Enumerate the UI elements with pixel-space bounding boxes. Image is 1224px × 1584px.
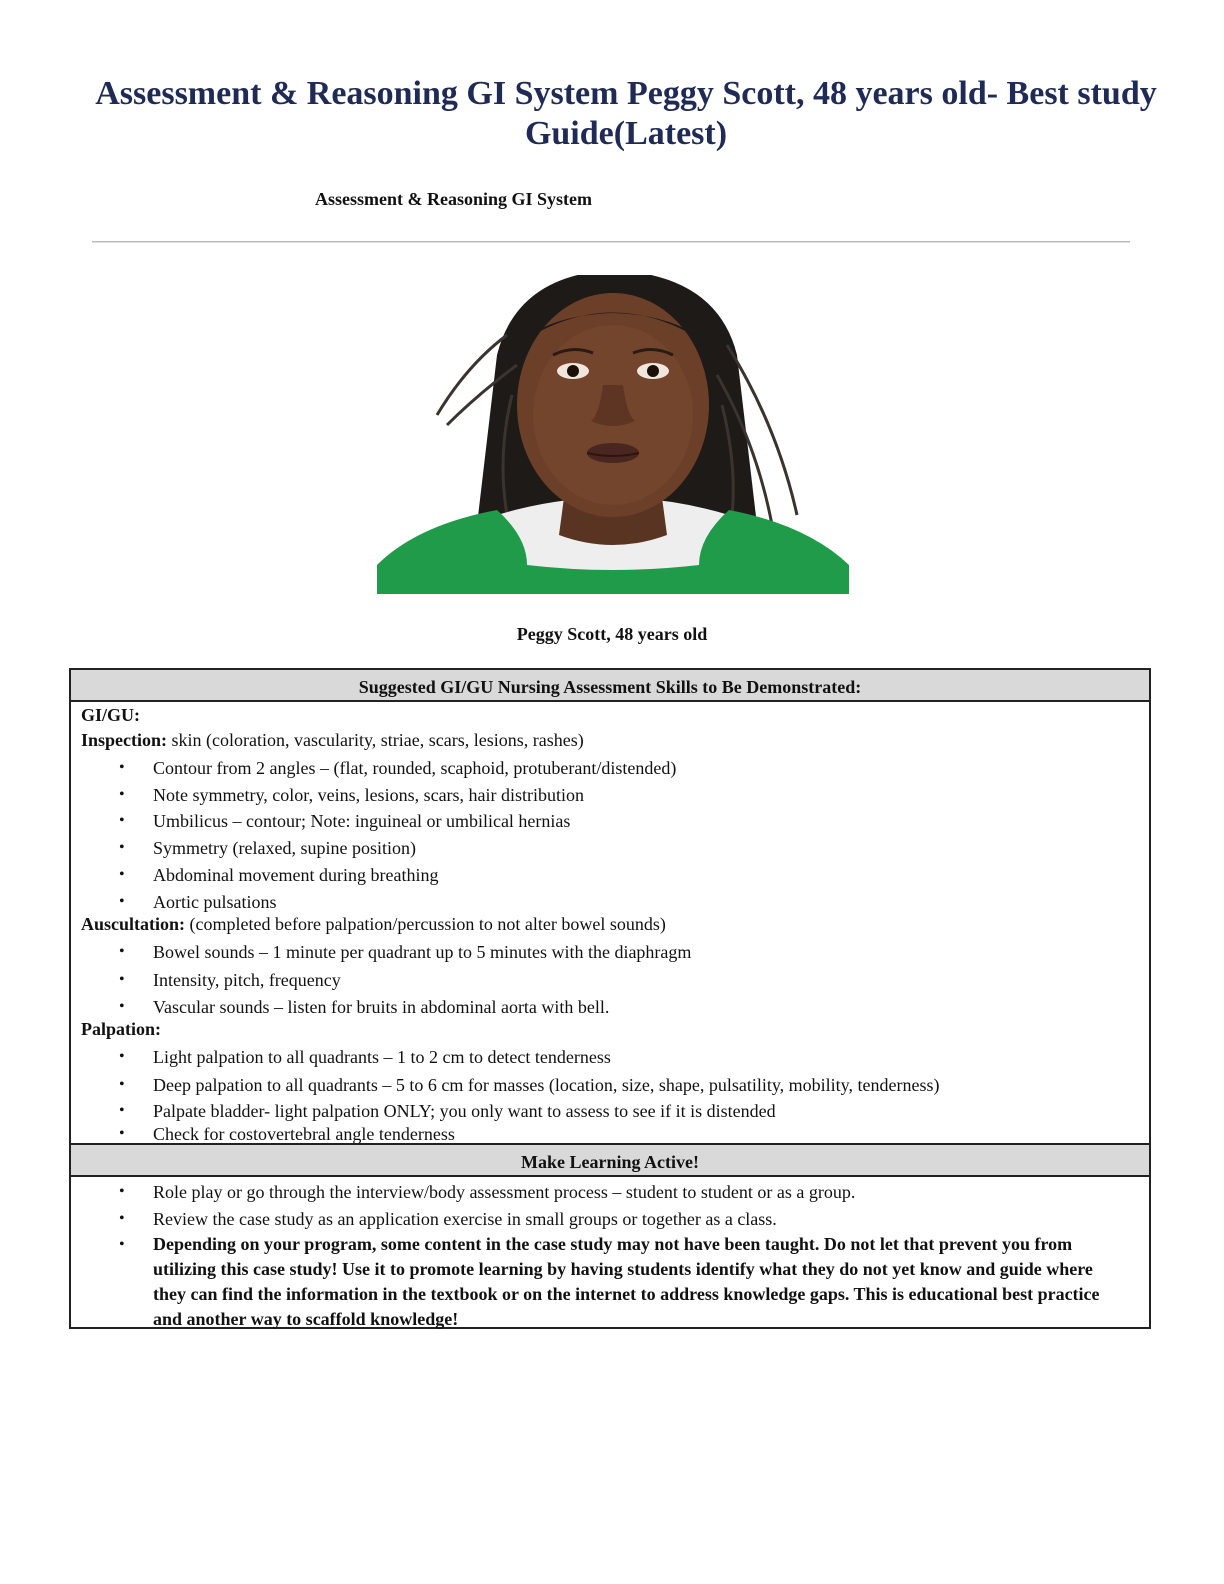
list-item: Light palpation to all quadrants – 1 to 2 cm to detect tenderness (153, 1047, 611, 1067)
list-item: Check for costovertebral angle tenderness (153, 1124, 455, 1144)
photo-caption: Peggy Scott, 48 years old (516, 624, 708, 644)
gigu-label: GI/GU: (81, 705, 141, 725)
list-item: Deep palpation to all quadrants – 5 to 6 cm for masses (location, size, shape, pulsatility, mobility, tenderness) (153, 1075, 940, 1095)
skills-box-heading: Suggested GI/GU Nursing Assessment Skills to Be Demonstrated: (71, 670, 1149, 702)
bullet-glyph: • (119, 839, 125, 856)
list-item: Aortic pulsations (153, 892, 277, 912)
list-item: Role play or go through the interview/body assessment process – student to student or as a group. (153, 1182, 856, 1202)
bullet-glyph: • (119, 998, 125, 1015)
auscultation-label: Auscultation: (81, 914, 186, 934)
bullet-glyph: • (119, 759, 125, 776)
list-item: Symmetry (relaxed, supine position) (153, 838, 416, 858)
bold-note-item: Depending on your program, some content in the case study may not have been taught. Do not let that prevent you from utilizing this case study! Use it to promote learning by having students identify what they do not yet know and guide where they can find the information in the textbook or on the internet to address knowledge gaps. This is educational best practice and another way to scaffold knowledge! (153, 1234, 1100, 1329)
horizontal-rule (92, 241, 1130, 243)
bullet-glyph: • (119, 1210, 125, 1227)
bullet-glyph: • (119, 943, 125, 960)
bullet-glyph: • (119, 1125, 125, 1142)
auscultation-line (81, 913, 666, 935)
assessment-skills-box (69, 668, 1151, 1145)
bullet-glyph: • (119, 812, 125, 829)
palpation-label: Palpation: (81, 1019, 162, 1039)
document-title: Assessment & Reasoning GI System Peggy Scott, 48 years old- Best study Guide(Latest) (95, 75, 1157, 152)
list-item: Palpate bladder- light palpation ONLY; you only want to assess to see if it is distended (153, 1101, 776, 1121)
bullet-glyph: • (119, 1048, 125, 1065)
inspection-line (81, 729, 584, 751)
bullet-glyph: • (119, 1183, 125, 1200)
list-item: Umbilicus – contour; Note: inguineal or umbilical hernias (153, 811, 571, 831)
list-item: Vascular sounds – listen for bruits in abdominal aorta with bell. (153, 997, 610, 1017)
list-item: Abdominal movement during breathing (153, 865, 439, 885)
list-item: Contour from 2 angles – (flat, rounded, scaphoid, protuberant/distended) (153, 758, 677, 778)
list-item: Review the case study as an application exercise in small groups or together as a class. (153, 1209, 777, 1229)
bullet-glyph: • (119, 786, 125, 803)
bullet-glyph: • (119, 1236, 125, 1253)
bullet-glyph: • (119, 1102, 125, 1119)
document-subtitle: Assessment & Reasoning GI System (315, 189, 593, 209)
bullet-glyph: • (119, 1076, 125, 1093)
bullet-glyph: • (119, 971, 125, 988)
patient-photo (377, 275, 849, 594)
list-item: Bowel sounds – 1 minute per quadrant up to 5 minutes with the diaphragm (153, 942, 692, 962)
bullet-glyph: • (119, 893, 125, 910)
auscultation-text: (completed before palpation/percussion to not alter bowel sounds) (185, 914, 666, 934)
make-learning-active-box (69, 1143, 1151, 1329)
list-item: Note symmetry, color, veins, lesions, scars, hair distribution (153, 785, 585, 805)
bullet-glyph: • (119, 866, 125, 883)
list-item: Intensity, pitch, frequency (153, 970, 341, 990)
learning-box-heading: Make Learning Active! (71, 1145, 1149, 1177)
inspection-label: Inspection: (81, 730, 168, 750)
inspection-text: skin (coloration, vascularity, striae, scars, lesions, rashes) (167, 730, 584, 750)
